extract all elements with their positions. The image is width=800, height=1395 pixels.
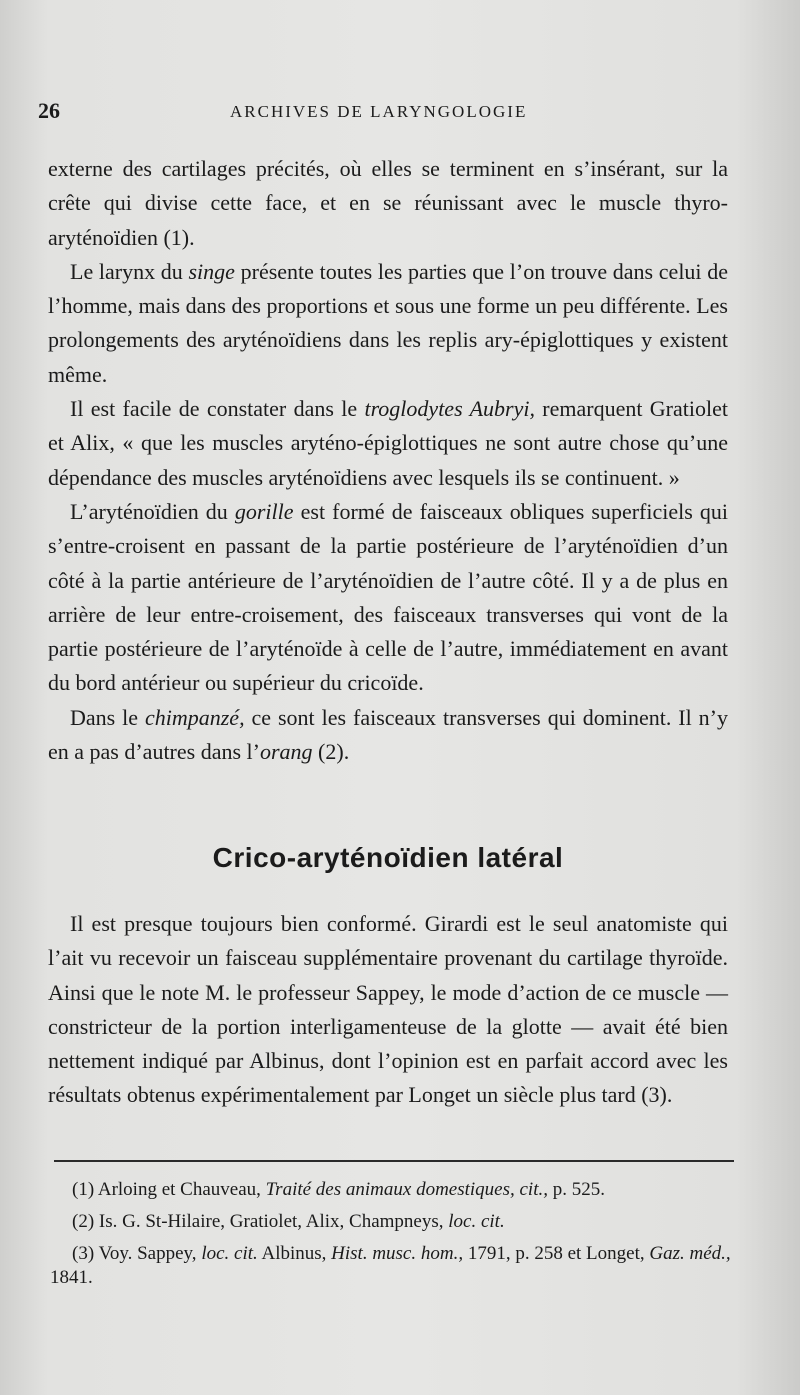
page-number: 26 <box>38 98 60 123</box>
body-text <box>48 152 728 769</box>
footnote-rule <box>54 1160 734 1162</box>
paragraph: externe des cartilages précités, où elles se terminent en s’insérant, sur la crête qui divise cette face, et en se réunissant avec le muscle thyro-aryténoïdien (1). <box>48 156 728 250</box>
paragraph: L’aryténoïdien du gorille est formé de faisceaux obliques superficiels qui s’entre-croisent en passant de la partie postérieure de l’aryténoïdien d’un côté à la partie antérieure de l’aryténoïdien de l’autre côté. Il y a de plus en arrière de leur entre-croisement, des faisceaux transverses qui vont de la partie postérieure de l’aryténoïde à celle de l’autre, immédiatement en avant du bord antérieur ou supérieur du cricoïde. <box>48 498 728 696</box>
section-text <box>48 907 728 1113</box>
footnote: (2) Is. G. St-Hilaire, Gratiolet, Alix, Champneys, loc. cit. <box>50 1210 740 1234</box>
footnote: (3) Voy. Sappey, loc. cit. Albinus, Hist. musc. hom., 1791, p. 258 et Longet, Gaz. méd., 1841. <box>50 1243 731 1288</box>
journal-title: ARCHIVES DE LARYNGOLOGIE <box>230 102 528 121</box>
running-head <box>38 98 740 134</box>
paragraph: Le larynx du singe présente toutes les parties que l’on trouve dans celui de l’homme, mais dans des proportions et sous une forme un peu différente. Les prolongements des aryténoïdiens dans les replis ary-épiglottiques y existent même. <box>48 258 729 387</box>
footnote-mark: (2) <box>72 1211 95 1232</box>
footnote: (1) Arloing et Chauveau, Traité des animaux domestiques, cit., p. 525. <box>50 1178 740 1202</box>
footnote-mark: (1) <box>72 1179 95 1200</box>
paragraph: Il est facile de constater dans le troglodytes Aubryi, remarquent Gratiolet et Alix, « que les muscles aryténo-épiglottiques ne sont autre chose qu’une dépendance des muscles aryténoïdiens avec lesquels ils se continuent. » <box>48 396 728 490</box>
paragraph: Il est presque toujours bien conformé. Girardi est le seul anatomiste qui l’ait vu recevoir un faisceau supplémentaire provenant du cartilage thyroïde. Ainsi que le note M. le professeur Sappey, le mode d’action de ce muscle — constricteur de la portion interligamenteuse de la glotte — avait été bien nettement indiqué par Albinus, dont l’opinion est en parfait accord avec les résultats obtenus expérimentalement par Longet un siècle plus tard (3). <box>48 911 728 1108</box>
section-heading: Crico-aryténoïdien latéral <box>212 842 564 873</box>
paragraph: Dans le chimpanzé, ce sont les faisceaux transverses qui dominent. Il n’y en a pas d’autres dans l’orang (2). <box>48 704 729 765</box>
footnotes <box>50 1178 740 1298</box>
footnote-mark: (3) <box>72 1243 95 1264</box>
